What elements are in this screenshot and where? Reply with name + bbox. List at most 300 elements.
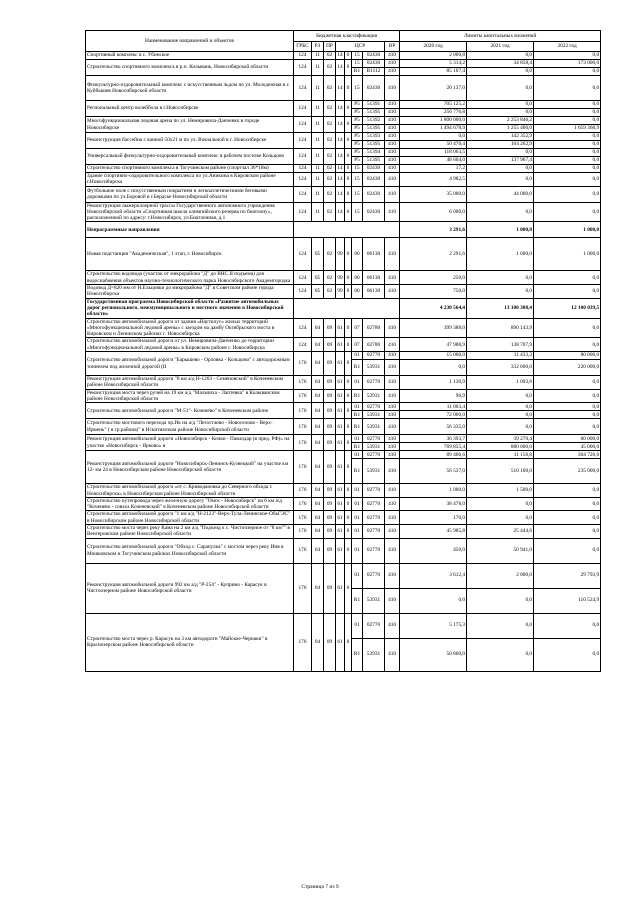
row-value-2021: 0,0 [467,109,534,117]
row-value-2022: 0,0 [534,165,601,173]
row-value-2020: 4 982,5 [400,173,467,187]
row-value-2022: 0,0 [534,376,601,390]
row-grbs: 176 [294,511,312,525]
row-csr-3: R1 [352,411,363,419]
row-value-2020: 5 314,2 [400,60,467,68]
row-csr-3: R1 [352,360,363,376]
row-rz: 11 [312,101,324,117]
row-csr-1: 99 [336,285,345,299]
row-name: Строительство автомобильной дороги "М-51"- Коченево" в Коченевском районе [86,403,294,419]
row-csr-1: 61 [336,338,345,352]
row-value-2021: 1 000,0 [467,238,534,271]
row-grbs: 124 [294,101,312,117]
row-csr-4: 02430 [363,165,385,173]
row-value-2020: 3 612,4 [400,563,467,588]
row-name: Реконструкция бассейна с ванной 50х21 м по ул. Вокзальной в г. Новосибирске [86,133,294,149]
row-pr: 09 [324,435,336,451]
row-value-2021: 890 143,9 [467,318,534,338]
row-csr-1: 14 [336,186,345,202]
row-rz: 11 [312,117,324,133]
row-value-2021: 11 156,8 [467,451,534,459]
row-vr: 410 [385,403,400,411]
row-csr-2: 0 [345,133,352,149]
table-row [86,149,601,157]
row-value-2022: 0,0 [534,101,601,109]
row-name: Строительство автомобильной дороги "Барышево - Орловка - Кольцово" с автодорожным тоннелем под железной дорогой (II [86,352,294,376]
row-csr-3: R1 [352,443,363,451]
header-capital-limits: Лимиты капитальных вложений [400,31,601,42]
table-row [86,484,601,498]
row-value-2022: 29 793,9 [534,563,601,588]
row-csr-3: 01 [352,538,363,563]
row-csr-2: 0 [345,497,352,511]
row-csr-1: 61 [336,613,345,671]
row-value-2020: 35 000,0 [400,186,467,202]
row-name: Новая подстанция "Академическая", 1 этап, г. Новосибирск [86,238,294,271]
row-rz: 04 [312,435,324,451]
row-csr-2: 0 [345,484,352,498]
row-csr-2: 0 [345,52,352,60]
row-rz: 04 [312,563,324,613]
row-csr-1: 61 [336,538,345,563]
row-value-2021: 2 253 846,2 [467,117,534,125]
row-value-2021: 34 858,4 [467,60,534,68]
row-name: Строительство автомобильной дороги "1 км а/д "Н-2123"-Верх-Тула-Ленинское-ОбьГЭС" в Новосибирском районе Новосибирской области [86,511,294,525]
row-value-2020: 769 855,4 [400,443,467,451]
row-value-2020: 705 125,2 [400,101,467,109]
row-value-2020: 36 393,7 [400,435,467,443]
row-value-2020: 750,0 [400,285,467,299]
row-vr: 410 [385,511,400,525]
row-value-2022: 0,0 [534,149,601,157]
row-csr-4: 02770 [363,376,385,390]
row-csr-2: 0 [345,538,352,563]
row-csr-3: 15 [352,173,363,187]
row-csr-1: 14 [337,52,343,59]
row-value-2021: 0,0 [467,202,534,222]
row-rz: 04 [312,484,324,498]
row-rz: 04 [312,613,324,671]
row-csr-2: 0 [345,101,352,117]
row-csr-4: 06130 [363,271,385,285]
row-pr: 02 [324,76,336,101]
row-pr: 09 [324,511,336,525]
row-csr-3: R1 [352,68,363,76]
row-value-2020: 170,0 [400,511,467,525]
row-value-2020: 250,0 [400,271,467,285]
row-grbs: 124 [294,202,312,222]
row-vr: 410 [385,186,400,202]
table-row [86,338,601,352]
row-vr: 410 [385,443,400,451]
header-year-2020: 2020 год [400,42,467,52]
row-value-2022: 0,0 [534,318,601,338]
row-csr-3: 01 [352,435,363,443]
row-csr-4: 02770 [363,484,385,498]
row-vr: 410 [385,497,400,511]
row-vr: 410 [385,484,400,498]
row-csr-2: 0 [345,403,352,419]
row-pr: 02 [324,133,336,149]
row-csr-2: 0 [345,525,352,539]
row-grbs: 124 [294,285,312,299]
row-rz: 04 [312,403,324,419]
row-vr: 410 [385,588,400,613]
row-value-2022: 0,0 [534,109,601,117]
row-pr: 09 [324,497,336,511]
row-value-2022: 173 000,0 [534,60,601,68]
row-pr: 09 [324,403,336,419]
row-value-2021: 1 500,0 [467,484,534,498]
row-vr: 410 [385,338,400,352]
row-csr-1: 14 [337,165,343,172]
row-name: Реконструкция автомобильной дороги "8 км а/д Н-1203 - Семеновский" в Коченевском районе Новосибирской области [86,376,294,390]
row-value-2021: 0,0 [467,411,534,419]
row-csr-2: 0 [345,376,352,390]
row-value-2022: 0,0 [534,484,601,498]
row-grbs: 124 [294,133,312,149]
table-row [86,76,601,101]
row-rz: 04 [312,451,324,484]
row-vr: 410 [385,451,400,459]
row-csr-3: 01 [352,525,363,539]
row-value-2020: 3 291,6 [400,222,467,238]
row-vr: 410 [385,318,400,338]
row-name: Реконструкция автомобильной дороги "Новосибирск-Ленинск-Кузнецкий" на участке км 12- км 24 в Новосибирском районе Новосибирской области [86,451,294,484]
row-csr-2: 0 [345,165,352,173]
row-csr-4: 02770 [363,497,385,511]
row-csr-4: 02430 [363,186,385,202]
row-value-2020: 1 000,0 [400,484,467,498]
header-name-column: Наименование направлений и объектов [86,31,294,52]
row-rz: 11 [312,133,324,149]
row-pr: 09 [324,389,336,403]
row-csr-1: 14 [336,101,345,117]
row-value-2022: 0,0 [534,133,601,141]
row-rz: 11 [312,60,324,76]
header-csr: ЦСР [336,42,385,52]
row-grbs: 176 [294,389,312,403]
row-csr-2: 0 [345,76,352,101]
row-name: Здание спортивно-оздоровительного комплекса по ул.Аникина в Кировском районе г.Новосибирска [86,173,294,187]
row-value-2020: 50 476,4 [400,141,467,149]
row-value-2021: 138 707,9 [467,338,534,352]
row-value-2021: 104 262,9 [467,141,534,149]
row-name: Строительство автомобильной дороги от здания «Наутилус» жилых территорий «Многофункциональной ледовой арены» с заездом на дамбу Октябрьского моста в Кировском и Ленинском районах г. Новосибирска [86,318,294,338]
row-csr-4: 53931 [363,459,385,484]
row-grbs: 176 [294,451,312,484]
row-grbs: 176 [294,352,312,376]
row-grbs: 176 [294,497,312,511]
row-csr-4: 02770 [363,451,385,459]
row-value-2022: 45 000,0 [534,443,601,451]
row-grbs: 176 [294,376,312,390]
row-csr-4: R1112 [363,68,385,76]
row-value-2022: 0,0 [534,403,601,411]
row-rz: 11 [312,149,324,165]
row-csr-3: 01 [352,497,363,511]
row-grbs: 124 [294,76,312,101]
row-value-2021: 50 941,0 [467,538,534,563]
row-csr-3: 15 [352,52,363,60]
row-value-2020: 450,0 [400,538,467,563]
row-csr-3: P5 [352,109,363,117]
header-rz: РЗ [312,42,324,52]
row-name: Физкультурно-оздоровительный комплекс с искусственным льдом по ул. Молодежная в г. Куйбышев Новосибирской области [86,76,294,101]
row-csr-2: 0 [345,318,352,338]
row-value-2020: 1 130,9 [400,376,467,390]
row-value-2021: 39 270,4 [467,435,534,443]
row-vr: 410 [385,109,400,117]
row-value-2022: 0,0 [534,338,601,352]
row-value-2021: 13 100 308,4 [467,298,534,318]
row-csr-4: 02780 [363,318,385,338]
row-rz: 11 [312,165,324,173]
row-value-2020: 1 800 000,0 [400,117,467,125]
row-value-2020: 0,0 [400,133,467,141]
row-csr-2: 0 [345,338,352,352]
row-value-2022: 0,0 [534,511,601,525]
row-value-2021: 0,0 [467,271,534,285]
row-value-2022: 0,0 [534,76,601,101]
row-grbs: 124 [294,338,312,352]
row-csr-3: 01 [352,403,363,411]
row-rz: 04 [312,497,324,511]
row-rz: 04 [312,389,324,403]
row-csr-2: 0 [345,271,352,285]
row-value-2020: 89 466,6 [400,451,467,459]
row-name: Непрограммные направления [86,222,294,238]
row-value-2020: 6 000,0 [400,202,467,222]
row-pr: 09 [324,318,336,338]
row-csr-2: 0 [345,238,352,271]
row-rz: 04 [312,338,324,352]
row-pr: 09 [324,484,336,498]
row-value-2022: 304 726,0 [534,451,601,459]
row-vr: 410 [385,238,400,271]
row-value-2022: 110 524,9 [534,588,601,613]
row-value-2021: 0,0 [467,419,534,435]
capital-investment-table [85,30,601,672]
row-csr-1: 61 [336,403,345,419]
row-csr-3: 01 [352,484,363,498]
row-value-2021: 0,0 [467,638,534,671]
row-vr: 410 [385,157,400,165]
row-csr-4: 02770 [363,563,385,588]
header-vr: ВР [385,42,400,52]
row-csr-3: 01 [352,376,363,390]
row-value-2021: 332 600,0 [467,360,534,376]
row-csr-3: 15 [352,60,363,68]
row-csr-3: 15 [352,202,363,222]
row-csr-4: 02780 [363,338,385,352]
row-value-2021: 510 100,0 [467,459,534,484]
row-vr: 410 [385,117,400,125]
header-year-2022: 2022 год [534,42,601,52]
row-csr-4: 02430 [363,202,385,222]
row-grbs: 124 [294,60,312,76]
row-csr-3: 01 [352,451,363,459]
row-value-2021: 0,0 [467,389,534,403]
row-csr-4: 51395 [363,125,385,133]
row-csr-3: 15 [352,76,363,101]
row-csr-2: 0 [345,202,352,222]
table-row [86,202,601,222]
row-name: Реконструкция автомобильной дороги «Новосибирск - Кочки - Павлодар (в пред. РФ)» на участке «Новосибирск - Ярково» в [86,435,294,451]
row-vr: 410 [385,613,400,638]
row-value-2021: 0,0 [467,68,534,76]
row-value-2021: 0,0 [467,101,534,109]
row-csr-4: 02770 [363,511,385,525]
row-csr-4: 53931 [363,360,385,376]
row-value-2021: 11 433,3 [467,352,534,360]
row-value-2020: 48 604,0 [400,157,467,165]
row-grbs: 176 [294,484,312,498]
row-value-2021: 0,0 [467,403,534,411]
row-value-2022: 0,0 [534,141,601,149]
row-csr-4: 51395 [363,157,385,165]
table-row [86,52,601,60]
row-csr-4: 02770 [363,525,385,539]
row-rz: 04 [312,352,324,376]
table-row [86,563,601,588]
row-csr-4: 53931 [363,389,385,403]
row-pr: 02 [324,285,336,299]
row-pr: 02 [324,60,336,76]
row-csr-3: P5 [352,125,363,133]
row-pr: 02 [324,271,336,285]
row-csr-4: 02770 [363,435,385,443]
row-rz: 04 [312,538,324,563]
row-value-2022: 0,0 [534,419,601,435]
document-page [85,30,600,672]
row-pr: 09 [324,376,336,390]
table-row [86,238,601,271]
row-grbs: 124 [294,165,312,173]
row-csr-4: 02430 [363,52,385,60]
header-grbs: ГРБС [294,42,312,52]
row-csr-3: P5 [352,117,363,125]
row-pr: 02 [324,52,336,60]
row-value-2022: 0,0 [534,117,601,125]
row-vr: 410 [385,125,400,133]
row-name: Строительство автомобильной дороги «от с. Криводановка до Северного обхода г. Новосибирска» в Новосибирском районе Новосибирской области [86,484,294,498]
row-csr-3: P5 [352,141,363,149]
row-grbs: 176 [294,525,312,539]
table-row [86,419,601,435]
row-value-2020: 56 335,0 [400,419,467,435]
row-name: Многофункциональная ледовая арена по ул. Немировича-Данченко в городе Новосибирске [86,117,294,133]
row-csr-3: 07 [352,318,363,338]
row-vr: 410 [385,141,400,149]
header-year-2021: 2021 год [467,42,534,52]
row-vr: 410 [385,60,400,68]
row-rz: 05 [312,238,324,271]
row-value-2020: 399 388,0 [400,318,467,338]
row-blank-classification [294,298,400,318]
row-name: Строительство спортивного комплекса в Тогучинском районе (спортзал 36*18м) [86,165,294,173]
row-value-2022: 0,0 [534,613,601,638]
row-csr-1: 61 [336,389,345,403]
row-value-2021: 0,0 [467,497,534,511]
row-value-2022: 60 000,0 [534,435,601,443]
row-grbs: 176 [294,435,312,451]
row-value-2022: 0,0 [534,285,601,299]
row-csr-3: 15 [352,186,363,202]
row-value-2022: 0,0 [534,497,601,511]
row-value-2020: 118 063,5 [400,149,467,157]
row-grbs: 176 [294,538,312,563]
row-value-2021: 0,0 [467,613,534,638]
table-row [86,613,601,638]
row-value-2022: 0,0 [534,202,601,222]
row-csr-2: 0 [345,419,352,435]
row-value-2021: 1 093,6 [467,376,534,390]
row-csr-1: 14 [336,60,345,76]
row-csr-3: R1 [352,419,363,435]
row-csr-3: R1 [352,389,363,403]
row-csr-1: 61 [336,451,345,484]
header-pr: ПР [324,42,336,52]
table-row [86,318,601,338]
row-value-2021: 142 352,9 [467,133,534,141]
row-value-2021: 25 444,6 [467,525,534,539]
table-row [86,285,601,299]
row-vr: 410 [385,149,400,157]
row-vr: 410 [385,360,400,376]
row-value-2021: 2 000,0 [467,563,534,588]
row-csr-4: 51392 [363,117,385,125]
row-value-2021: 137 967,4 [467,157,534,165]
row-csr-4: 53931 [363,588,385,613]
table-row [86,186,601,202]
row-csr-4: 06130 [363,285,385,299]
row-csr-1: 61 [336,525,345,539]
row-rz: 04 [312,376,324,390]
row-rz: 11 [312,186,324,202]
row-value-2020: 38 478,0 [400,497,467,511]
header-budget-classification: Бюджетная классификация [294,31,400,42]
row-vr: 410 [385,133,400,141]
row-value-2021: 0,0 [467,285,534,299]
row-grbs: 176 [294,403,312,419]
row-pr: 09 [324,525,336,539]
row-grbs: 124 [294,149,312,165]
row-csr-1: 14 [336,117,345,133]
row-csr-1: 14 [336,202,345,222]
table-row [86,389,601,403]
row-csr-2: 0 [345,511,352,525]
row-value-2020: 47 988,9 [400,338,467,352]
row-value-2022: 0,0 [534,638,601,671]
row-rz: 04 [312,511,324,525]
row-name: Реконструкция моста через ручей на 19 км а/д "Мальчиха - Лаптевка" в Колыванском районе Новосибирской области [86,389,294,403]
row-value-2020: 20 137,0 [400,76,467,101]
row-csr-3: 00 [352,271,363,285]
row-pr: 09 [324,451,336,484]
row-value-2021: 44 000,0 [467,186,534,202]
table-row [86,165,601,173]
table-row [86,538,601,563]
row-pr: 09 [324,352,336,376]
row-grbs: 124 [294,318,312,338]
row-value-2021: 0,0 [467,52,534,60]
row-csr-4: 02430 [363,173,385,187]
row-value-2020: 5 175,3 [400,613,467,638]
row-value-2020: 1 494 678,9 [400,125,467,133]
row-csr-2: 0 [345,451,352,484]
row-vr: 410 [385,411,400,419]
